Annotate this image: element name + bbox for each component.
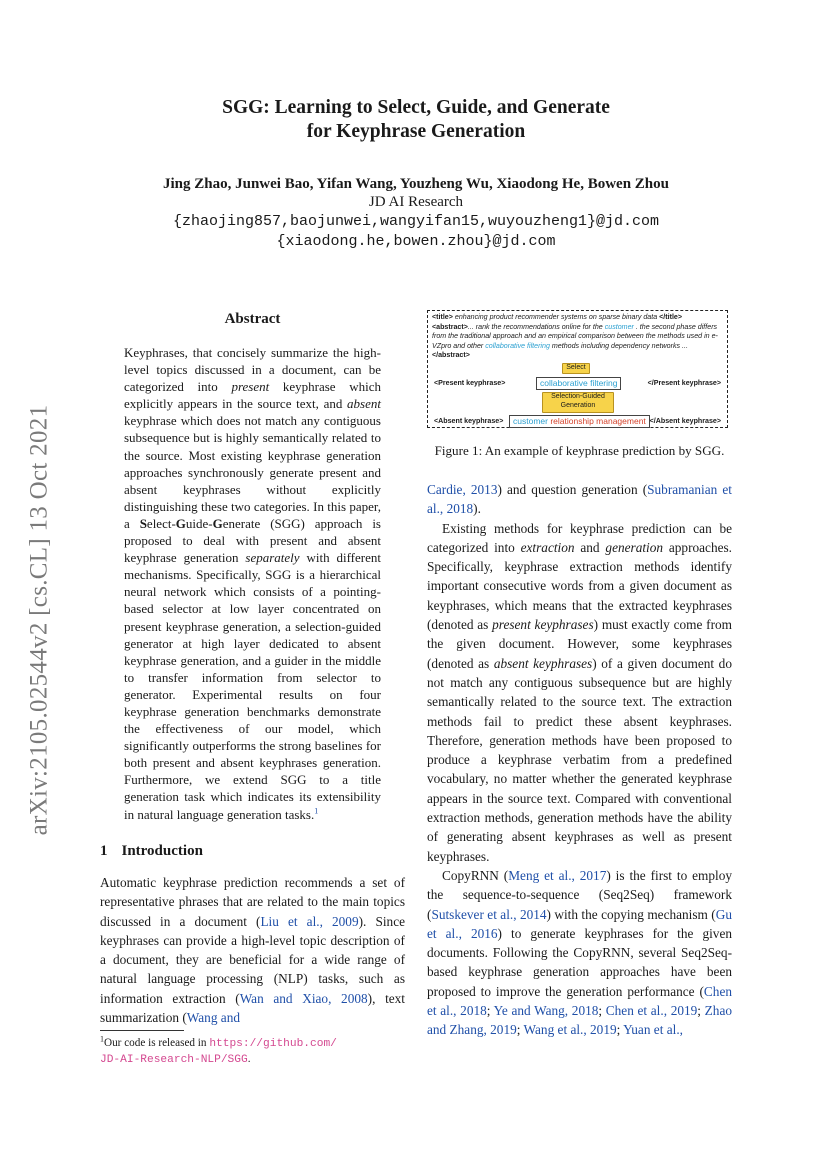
citation-link[interactable]: Yuan et al., — [623, 1022, 683, 1038]
paragraph-copyrnn: CopyRNN (Meng et al., 2017) is the first to employ the sequence-to-sequence (Seq2Seq) framework (Sutskever et al., 2014) with the copying mechanism (Gu et al., 2016) to generate keyphrases for the given documents. Following the CopyRNN, several Seq2Seq-based keyphrase generation approaches have been proposed to improve the generation performance (Chen et al., 2018; Ye and Wang, 2018; Chen et al., 2019; Zhao and Zhang, 2019; Wang et al., 2019; Yuan et al., — [427, 867, 733, 1038]
figure-1-example — [427, 310, 728, 428]
citation-link[interactable]: Sutskever et al., 2014 — [431, 906, 547, 922]
citation-link[interactable]: Wang and — [186, 1010, 240, 1026]
footnote-marker[interactable]: 1 — [314, 806, 319, 816]
citation-link[interactable]: Meng et al., 2017 — [508, 867, 607, 883]
citation-link[interactable]: Chen et al., 2018 — [427, 983, 732, 1019]
email-line-1: {zhaojing857,baojunwei,wangyifan15,wuyouzheng1}@jd.com — [172, 213, 660, 230]
present-keyphrase-row: <Present keyphrase> collaborative filtering </Present keyphrase> — [434, 378, 721, 388]
citation-link[interactable]: Chen et al., 2019 — [605, 1003, 698, 1019]
citation-link[interactable]: Wan and Xiao, 2008 — [239, 990, 368, 1006]
title-line-1: SGG: Learning to Select, Guide, and Generate — [222, 97, 610, 118]
paragraph-continued: Cardie, 2013) and question generation (Subramanian et al., 2018). — [427, 482, 732, 517]
absent-keyphrase-row: <Absent keyphrase> customer relationship management </Absent keyphrase> — [434, 416, 721, 426]
code-url-link[interactable]: https://github.com/ JD-AI-Research-NLP/SGG — [100, 1038, 337, 1066]
arxiv-identifier-stamp — [24, 380, 54, 860]
paper-title — [100, 96, 732, 144]
citation-link[interactable]: Cardie, 2013 — [427, 482, 498, 497]
absent-keyphrase-value: customer relationship management — [509, 415, 650, 428]
right-column-body — [427, 480, 732, 1040]
arxiv-id-text: arXiv:2105.02544v2 [cs.CL] 13 Oct 2021 — [25, 404, 53, 836]
citation-link[interactable]: Liu et al., 2009 — [260, 913, 359, 929]
introduction-paragraph: Automatic keyphrase prediction recommends a set of representative phrases that are related to the main topics discussed in a document (Liu et al., 2009). Since keyphrases can provide a high-level topic description of a document, they are beneficial for a wide range of natural language processing (NLP) tasks, such as information extraction (Wan and Xiao, 2008), text summarization (Wang and — [100, 875, 406, 1026]
citation-link[interactable]: Ye and Wang, 2018 — [493, 1003, 599, 1019]
email-line-2: {xiaodong.he,bowen.zhou}@jd.com — [276, 233, 556, 250]
present-keyphrase-value: collaborative filtering — [536, 377, 621, 390]
citation-link[interactable]: Gu et al., 2016 — [427, 906, 732, 941]
affiliation: JD AI Research — [368, 194, 464, 210]
author-list: Jing Zhao, Junwei Bao, Yifan Wang, Youzheng Wu, Xiaodong He, Bowen Zhou — [163, 176, 669, 192]
selection-guided-generation-box: Selection-Guided Generation — [542, 392, 614, 413]
section-heading-introduction: 1 Introduction — [100, 843, 203, 859]
footnote: $^1$Our code is released in https://github.com/ JD-AI-Research-NLP/SGG. — [100, 1034, 337, 1066]
citation-link[interactable]: Subramanian et al., 2018 — [427, 482, 732, 517]
footnote-divider — [100, 1030, 184, 1031]
figure-1-caption: Figure 1: An example of keyphrase prediction by SGG. — [434, 443, 725, 458]
select-module-box: Select — [562, 363, 590, 374]
abstract-body: Keyphrases, that concisely summarize the high-level topics discussed in a document, can be categorized into present keyphrase which explicitly appears in the source text, and absent keyphrase which does not match any contiguous subsequence but is highly semantically related to the source. Most existing keyphrase generation approaches synchronously generate present and absent keyphrases without explicitly distinguishing these two categories. In this paper, a Select-Guide-Generate (SGG) approach is proposed to deal with present and absent keyphrase generation separately with different mechanisms. Specifically, SGG is a hierarchical neural network which consists of a pointing-based selector at low layer concentrated on present keyphrase generation, a selection-guided generator at high layer dedicated to absent keyphrase generation, and a guider in the middle to transfer information from selector to generator. Experimental results on four keyphrase generation benchmarks demonstrate the effectiveness of our model, which significantly outperforms the strong baselines for both present and absent keyphrases generation. Furthermore, we extend SGG to a title generation task which indicates its extensibility in natural language generation tasks.$^1$ — [124, 345, 381, 822]
title-line-2: for Keyphrase Generation — [306, 121, 526, 142]
abstract-heading: Abstract — [224, 311, 281, 327]
figure-source-text: <title> enhancing product recommender systems on sparse binary data </title> <abstract>... rank the recommendations online for the customer . the second phase differs from the traditional approach and an empirical comparison between the methods used in e-VZpro and other collaborative filtering methods including dependency networks ...</abstract> — [432, 313, 718, 360]
paragraph-existing-methods: Existing methods for keyphrase prediction can be categorized into extraction and generation approaches. Specifically, keyphrase extraction methods identify important consecutive words from a given document as keyphrases, which means that the extracted keyphrases (denoted as present keyphrases) must exactly come from the given document. However, some keyphrases (denoted as absent keyphrases) of a given document do not match any contiguous subsequence but are highly semantically related to the source text. The extraction methods fail to predict these absent keyphrases. Therefore, generation methods have been proposed to produce a keyphrase verbatim from a predefined vocabulary, no matter whether the generated keyphrase appears in the source text. Compared with conventional extraction methods, generation methods have the ability of generating absent keyphrases as well as present keyphrases. — [427, 520, 732, 864]
citation-link[interactable]: Wang et al., 2019 — [523, 1022, 617, 1038]
citation-link[interactable]: Zhao and Zhang, 2019 — [427, 1003, 732, 1038]
author-emails — [100, 212, 732, 252]
